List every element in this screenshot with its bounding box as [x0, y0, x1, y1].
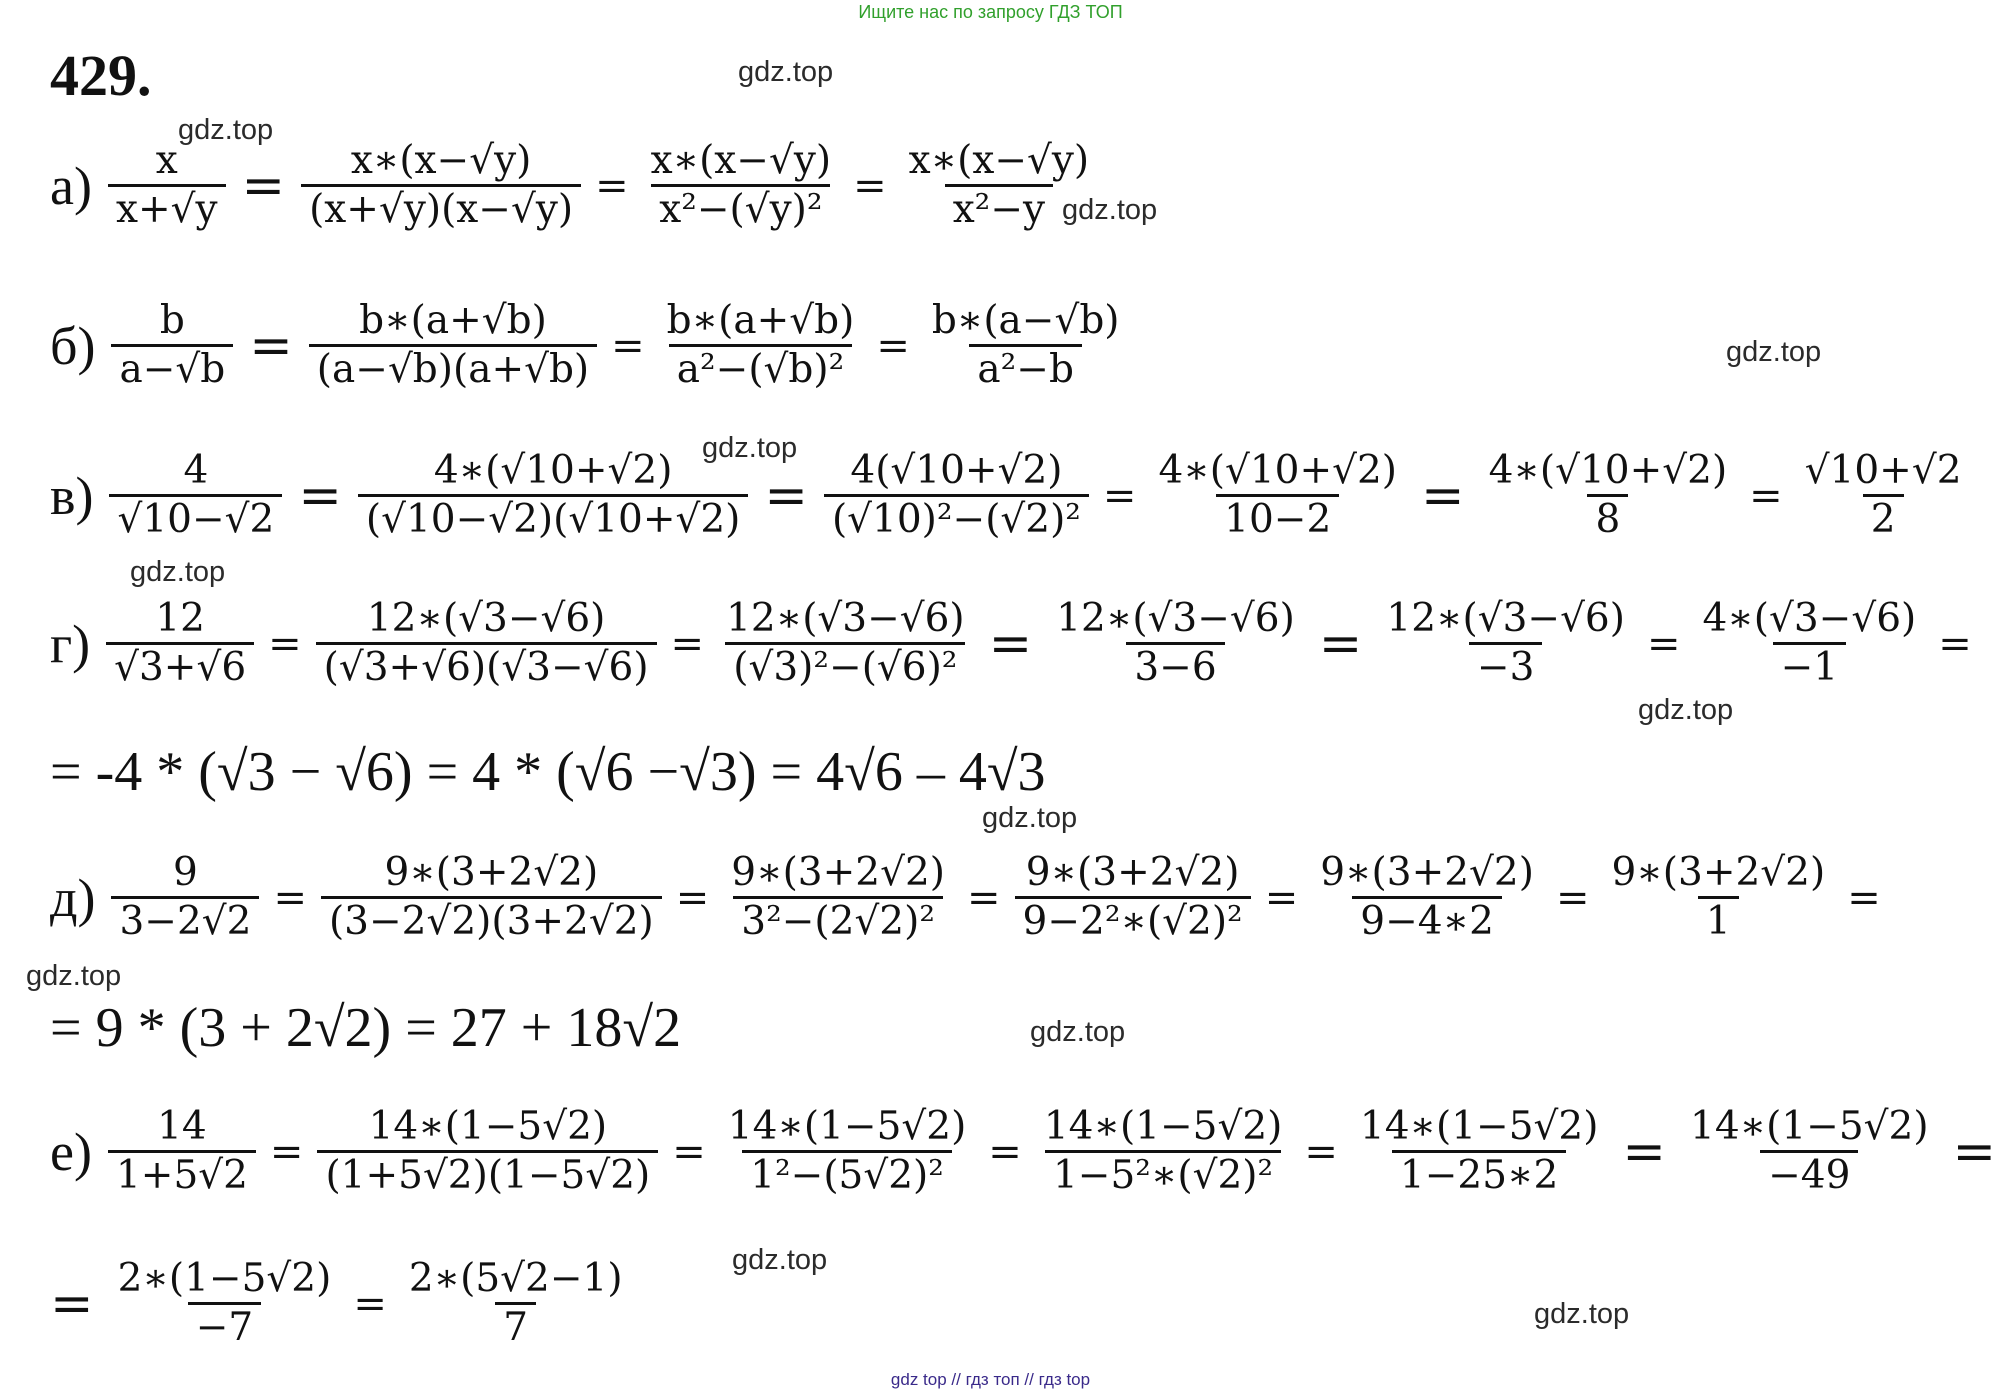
numerator: 12∗(√3−√6): [366, 596, 606, 641]
label-e: е): [50, 1121, 92, 1182]
fraction: [1481, 448, 1736, 543]
equals-sign: =: [1555, 874, 1590, 921]
equals-sign: =: [273, 874, 307, 921]
watermark: gdz.top: [702, 432, 798, 464]
denominator: (1+5√2)(1−5√2): [317, 1150, 658, 1199]
denominator: −49: [1760, 1150, 1858, 1199]
watermark: gdz.top: [1030, 1016, 1126, 1048]
numerator: x∗(x−√y): [350, 138, 532, 183]
denominator: −3: [1469, 642, 1543, 691]
fraction: [1150, 448, 1405, 543]
fraction: [108, 138, 226, 233]
problem-number: 429.: [50, 43, 152, 108]
equation-e: [50, 1104, 2006, 1199]
equals-sign: =: [675, 874, 710, 921]
denominator: x²−(√y)²: [651, 184, 830, 233]
fraction: [108, 1104, 256, 1199]
fraction: [109, 448, 282, 543]
equation-d-continuation: [50, 997, 682, 1059]
numerator: √10+√2: [1804, 448, 1962, 493]
numerator: 9∗(3+2√2): [384, 850, 599, 895]
fraction: [1378, 596, 1633, 691]
numerator: 14∗(1−5√2): [1043, 1104, 1283, 1149]
equation-e-continuation: [50, 1256, 637, 1351]
fraction: [1797, 448, 1970, 543]
fraction: [720, 1104, 975, 1199]
numerator: 4: [183, 448, 209, 493]
equals-sign: =: [764, 465, 808, 526]
equation-v: [50, 448, 1976, 543]
fraction: [901, 138, 1098, 233]
label-g: г): [50, 613, 91, 674]
equation-a: [50, 138, 1103, 233]
denominator: 1: [1698, 896, 1739, 945]
equals-sign: =: [1318, 613, 1363, 674]
numerator: 9∗(3+2√2): [731, 850, 945, 895]
fraction: [106, 596, 254, 691]
fraction: [301, 138, 581, 233]
numerator: 12∗(√3−√6): [1056, 596, 1295, 641]
denominator: 3−2√2: [111, 896, 259, 945]
numerator: 9: [173, 850, 198, 895]
equals-sign: =: [595, 162, 629, 209]
numerator: 9∗(3+2√2): [1611, 850, 1826, 895]
numerator: 14∗(1−5√2): [368, 1104, 608, 1149]
equals-sign: =: [298, 465, 342, 526]
fraction: [1312, 850, 1542, 945]
fraction: [358, 448, 749, 543]
equals-sign: =: [1646, 620, 1681, 667]
numerator: 14∗(1−5√2): [1690, 1104, 1929, 1149]
denominator: (√3+√6)(√3−√6): [316, 642, 657, 691]
numerator: 9∗(3+2√2): [1025, 850, 1240, 895]
denominator: √10−√2: [109, 494, 282, 543]
equals-sign: =: [268, 620, 302, 667]
denominator: (√10)²−(√2)²: [824, 494, 1089, 543]
denominator: a−√b: [111, 344, 233, 393]
watermark: gdz.top: [130, 556, 226, 588]
numerator: 4(√10+√2): [850, 448, 1063, 493]
denominator: x+√y: [108, 184, 226, 233]
footer-links[interactable]: gdz top // гдз топ // гдз top: [890, 1370, 1091, 1389]
fraction: [309, 298, 597, 393]
equals-sign: =: [1304, 1128, 1338, 1175]
denominator: x²−y: [945, 184, 1053, 233]
equation-b: [50, 298, 1134, 393]
numerator: 14∗(1−5√2): [727, 1104, 967, 1149]
numerator: 4∗(√10+√2): [433, 448, 673, 493]
numerator: 14: [157, 1104, 207, 1149]
equals-sign: =: [988, 613, 1033, 674]
watermark: gdz.top: [738, 56, 834, 88]
numerator: 9∗(3+2√2): [1320, 850, 1534, 895]
denominator: (√3)²−(√6)²: [725, 642, 965, 691]
denominator: 9−4∗2: [1352, 896, 1502, 945]
top-banner[interactable]: Ищите нас по запросу ГДЗ ТОП: [858, 2, 1123, 22]
equals-sign: =: [1952, 1121, 1997, 1182]
fraction: [111, 298, 233, 393]
watermark: gdz.top: [1062, 194, 1158, 226]
denominator: √3+√6: [106, 642, 254, 691]
numerator: 12∗(√3−√6): [1386, 596, 1625, 641]
equals-sign: =: [853, 162, 887, 209]
denominator: (√10−√2)(√10+√2): [358, 494, 749, 543]
watermark: gdz.top: [1638, 694, 1734, 726]
watermark: gdz.top: [732, 1244, 828, 1276]
numerator: 12∗(√3−√6): [726, 596, 965, 641]
denominator: 8: [1587, 494, 1628, 543]
denominator: 7: [495, 1302, 536, 1351]
fraction: [1682, 1104, 1937, 1199]
denominator: 3²−(2√2)²: [733, 896, 943, 945]
watermark: gdz.top: [26, 960, 122, 992]
fraction: [110, 1256, 340, 1351]
fraction: [1694, 596, 1924, 691]
equals-sign: =: [670, 620, 705, 667]
denominator: 10−2: [1216, 494, 1339, 543]
fraction: [1015, 850, 1251, 945]
fraction: [718, 596, 973, 691]
denominator: 3−6: [1126, 642, 1224, 691]
fraction: [643, 138, 840, 233]
continuation-line: = -4 * (√3 − √6) = 4 * (√6 −√3) = 4√6 – 4√3: [50, 741, 1046, 803]
numerator: x: [155, 138, 178, 183]
fraction: [317, 1104, 658, 1199]
fraction: [401, 1256, 631, 1351]
numerator: b∗(a−√b): [931, 298, 1120, 343]
equals-sign: =: [876, 322, 910, 369]
equals-sign: =: [672, 1128, 706, 1175]
equals-sign: =: [1847, 874, 1881, 921]
numerator: 14∗(1−5√2): [1359, 1104, 1599, 1149]
fraction: [723, 850, 953, 945]
denominator: −7: [188, 1302, 262, 1351]
denominator: (3−2√2)(3+2√2): [321, 896, 662, 945]
numerator: b: [159, 298, 185, 343]
denominator: (x+√y)(x−√y): [301, 184, 581, 233]
numerator: 2∗(5√2−1): [408, 1256, 623, 1301]
denominator: (a−√b)(a+√b): [309, 344, 597, 393]
equals-sign: =: [1622, 1121, 1666, 1182]
watermark: gdz.top: [1534, 1298, 1630, 1330]
fraction: [111, 850, 259, 945]
fraction: [824, 448, 1089, 543]
fraction: [1048, 596, 1303, 691]
label-v: в): [50, 465, 94, 526]
equals-sign: =: [611, 322, 645, 369]
denominator: 1+5√2: [108, 1150, 256, 1199]
numerator: 12: [155, 596, 205, 641]
fraction: [659, 298, 863, 393]
equation-d: [50, 850, 1889, 945]
denominator: 1²−(5√2)²: [742, 1150, 952, 1199]
numerator: 4∗(√10+√2): [1158, 448, 1398, 493]
numerator: x∗(x−√y): [908, 138, 1090, 183]
denominator: 1−25∗2: [1392, 1150, 1566, 1199]
continuation-line: = 9 * (3 + 2√2) = 27 + 18√2: [50, 997, 682, 1059]
numerator: b∗(a+√b): [666, 298, 855, 343]
equals-sign: =: [1264, 874, 1299, 921]
numerator: 2∗(1−5√2): [117, 1256, 332, 1301]
equals-sign: =: [50, 1273, 94, 1334]
denominator: a²−(√b)²: [669, 344, 852, 393]
denominator: −1: [1773, 642, 1847, 691]
label-a: а): [50, 155, 92, 216]
equals-sign: =: [1749, 472, 1783, 519]
equals-sign: =: [353, 1280, 387, 1327]
equals-sign: =: [269, 1128, 304, 1175]
numerator: 4∗(√3−√6): [1702, 596, 1917, 641]
label-b: б): [50, 315, 96, 376]
denominator: 9−2²∗(√2)²: [1015, 896, 1251, 945]
equals-sign: =: [967, 874, 1001, 921]
denominator: 2: [1863, 494, 1904, 543]
equals-sign: =: [1938, 620, 1972, 667]
numerator: x∗(x−√y): [650, 138, 832, 183]
equals-sign: =: [1421, 465, 1465, 526]
equals-sign: =: [241, 155, 286, 216]
fraction: [1352, 1104, 1607, 1199]
watermark: gdz.top: [982, 802, 1078, 834]
fraction: [316, 596, 657, 691]
fraction: [321, 850, 662, 945]
watermark: gdz.top: [1726, 336, 1822, 368]
watermark: gdz.top: [178, 114, 274, 146]
fraction: [1036, 1104, 1291, 1199]
fraction: [924, 298, 1128, 393]
denominator: a²−b: [969, 344, 1082, 393]
equals-sign: =: [988, 1128, 1022, 1175]
numerator: b∗(a+√b): [359, 298, 547, 343]
equation-g-continuation: [50, 741, 1046, 803]
fraction: [1603, 850, 1833, 945]
equation-g: [50, 596, 1980, 691]
equals-sign: =: [249, 315, 293, 376]
label-d: д): [50, 867, 96, 928]
numerator: 4∗(√10+√2): [1488, 448, 1728, 493]
equals-sign: =: [1102, 472, 1137, 519]
denominator: 1−5²∗(√2)²: [1045, 1150, 1281, 1199]
